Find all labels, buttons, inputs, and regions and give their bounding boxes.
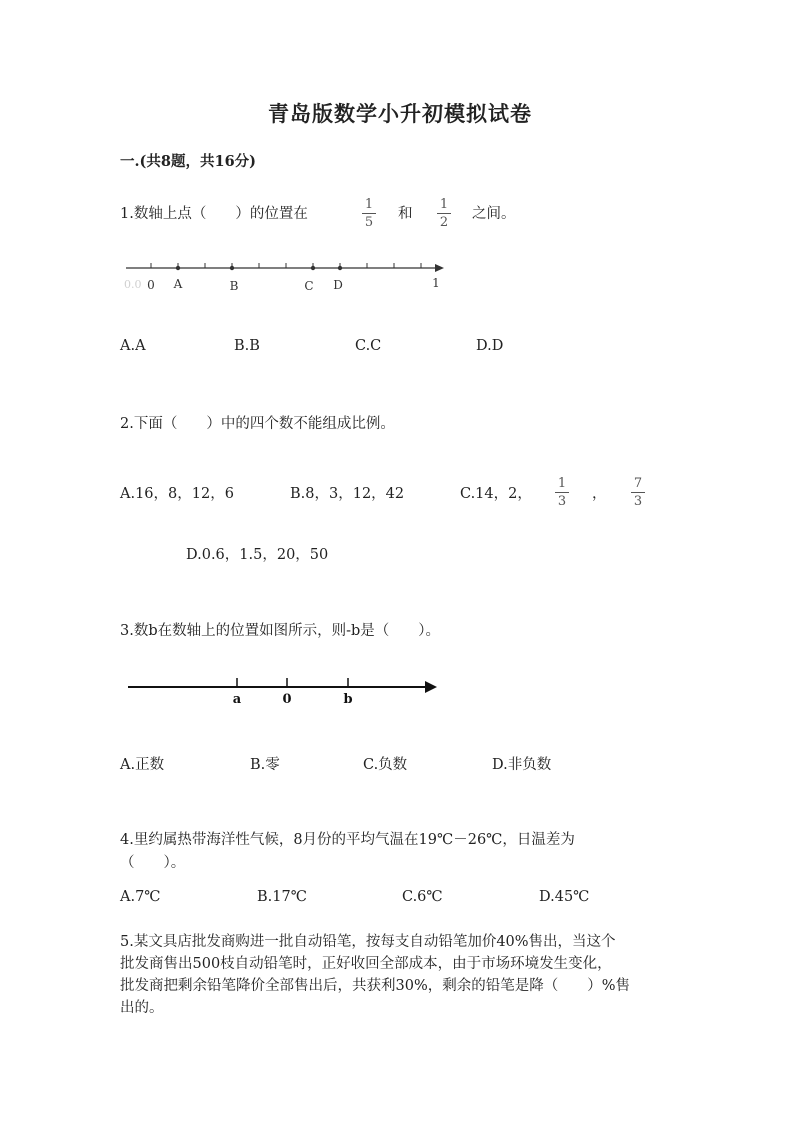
label-c: C — [304, 279, 314, 293]
label-zero: 0 — [282, 692, 292, 707]
point-d-dot — [338, 266, 342, 270]
q4-option-b[interactable]: B.17℃ — [257, 889, 307, 905]
fraction-denominator: 3 — [633, 494, 643, 509]
q5-text-line-1: 5.某文具店批发商购进一批自动铅笔，按每支自动铅笔加价40%售出，当这个 — [120, 934, 616, 950]
fraction-denominator: 5 — [364, 215, 374, 230]
fraction-denominator: 2 — [439, 215, 449, 230]
q1-text-after: 之间。 — [472, 206, 516, 222]
label-one: 1 — [432, 276, 440, 290]
fraction-numerator: 1 — [557, 476, 567, 491]
label-d: D — [333, 278, 343, 292]
number-line-arrow — [425, 681, 437, 693]
q1-number-line — [118, 255, 458, 300]
fraction-numerator: 7 — [633, 476, 643, 491]
q2-option-c-prefix: C.14，2， — [460, 486, 532, 502]
label-zero: 0 — [147, 278, 155, 292]
q4-option-d[interactable]: D.45℃ — [539, 889, 590, 905]
point-a-dot — [176, 266, 180, 270]
ghost-label: 0.0 — [124, 278, 142, 291]
q4-option-a[interactable]: A.7℃ — [120, 889, 161, 905]
q1-text-before: 1.数轴上点（ ）的位置在 — [120, 206, 308, 222]
number-line-ticks — [151, 263, 421, 268]
point-c-dot — [311, 266, 315, 270]
q3-option-b[interactable]: B.零 — [250, 757, 280, 773]
q1-fraction-one-fifth — [358, 198, 380, 229]
q3-option-d[interactable]: D.非负数 — [492, 757, 552, 773]
page-title: 青岛版数学小升初模拟试卷 — [268, 101, 532, 126]
q5-text-line-4: 出的。 — [120, 1000, 164, 1016]
q5-text-line-2: 批发商售出500枝自动铅笔时，正好收回全部成本，由于市场环境发生变化， — [120, 956, 612, 972]
q2-fraction-seven-thirds — [627, 477, 649, 508]
label-b: b — [343, 692, 353, 707]
q4-text-line-1: 4.里约属热带海洋性气候，8月份的平均气温在19℃－26℃，日温差为 — [120, 832, 575, 848]
q2-option-d[interactable]: D.0.6，1.5，20，50 — [186, 547, 329, 563]
q2-fraction-one-third — [551, 477, 573, 508]
q1-text-and: 和 — [398, 206, 413, 222]
label-a: A — [173, 277, 183, 291]
fraction-numerator: 1 — [364, 197, 374, 212]
label-b: B — [229, 279, 239, 293]
fraction-denominator: 3 — [557, 494, 567, 509]
q3-text: 3.数b在数轴上的位置如图所示，则-b是（ ）。 — [120, 623, 441, 639]
number-line-arrow — [435, 264, 444, 272]
q2-option-c-separator: ， — [592, 486, 607, 502]
q3-option-a[interactable]: A.正数 — [120, 757, 165, 773]
q1-option-a[interactable]: A.A — [120, 338, 146, 354]
section-heading: 一.(共8题，共16分) — [120, 153, 257, 170]
q3-option-c[interactable]: C.负数 — [363, 757, 408, 773]
q5-text-line-3: 批发商把剩余铅笔降价全部售出后，共获利30%，剩余的铅笔是降（ ）%售 — [120, 978, 631, 994]
q3-number-line — [125, 670, 445, 710]
q4-text-line-2: （ ）。 — [120, 855, 186, 871]
q2-text: 2.下面（ ）中的四个数不能组成比例。 — [120, 416, 395, 432]
q4-option-c[interactable]: C.6℃ — [402, 889, 443, 905]
q1-fraction-one-half — [433, 198, 455, 229]
q1-option-b[interactable]: B.B — [234, 338, 260, 354]
q2-option-a[interactable]: A.16，8，12，6 — [120, 486, 234, 502]
point-b-dot — [230, 266, 234, 270]
label-a: a — [232, 692, 242, 707]
q1-option-d[interactable]: D.D — [476, 338, 504, 354]
q2-option-b[interactable]: B.8，3，12，42 — [290, 486, 405, 502]
fraction-numerator: 1 — [439, 197, 449, 212]
q1-option-c[interactable]: C.C — [355, 338, 382, 354]
